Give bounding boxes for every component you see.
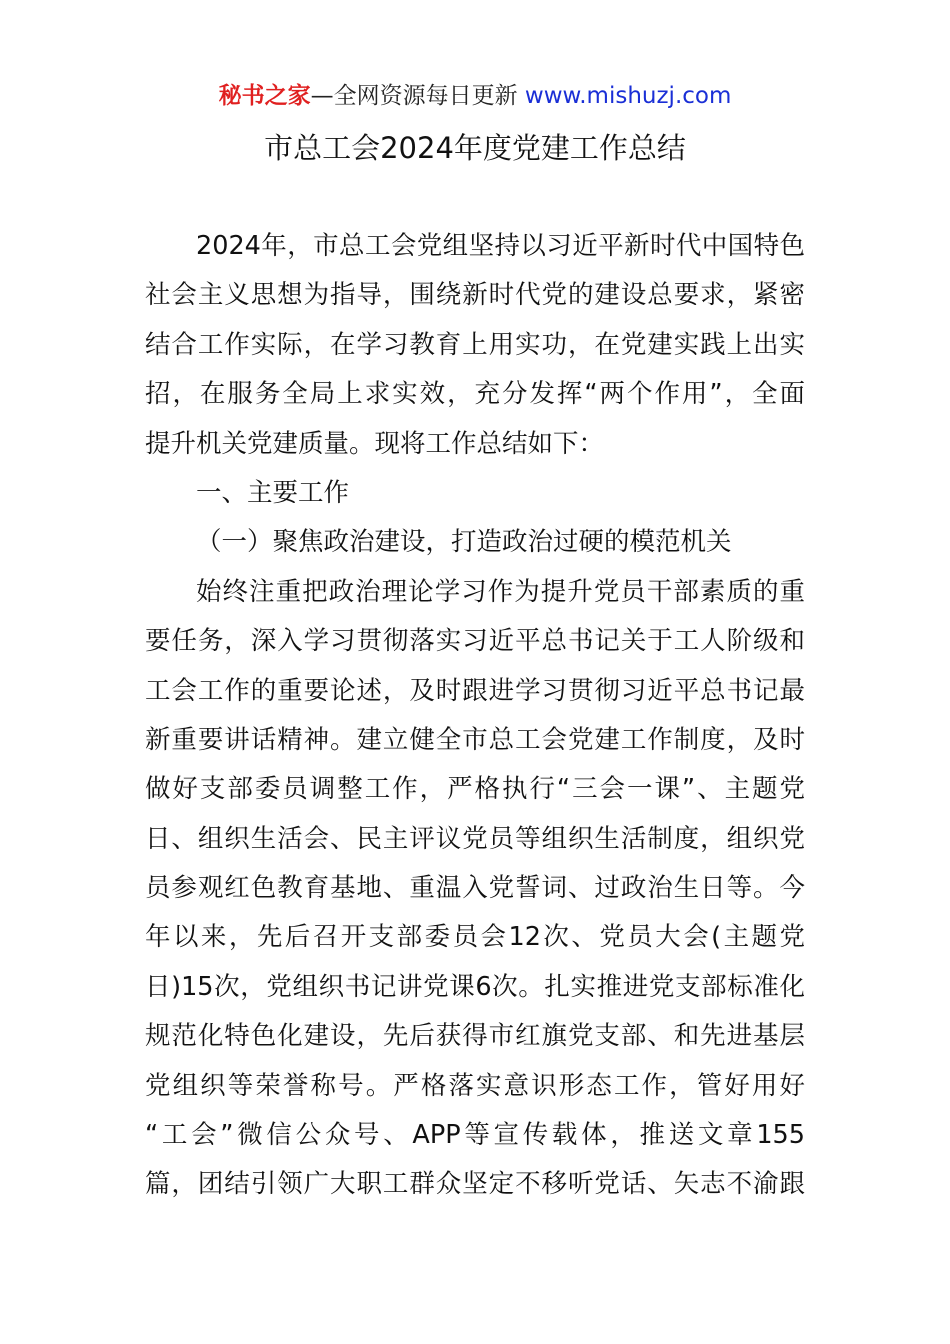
text-line: 做好支部委员调整工作，严格执行“三会一课”、主题党 [145,774,805,805]
text-line: 员参观红色教育基地、重温入党誓词、过政治生日等。今 [145,873,805,904]
text-line: 日、组织生活会、民主评议党员等组织生活制度，组织党 [145,823,805,854]
text-line: 招，在服务全局上求实效，充分发挥“两个作用”，全面 [145,379,805,410]
document-title: 市总工会2024年度党建工作总结 [264,131,686,165]
text-line: 2024年，市总工会党组坚持以习近平新时代中国特色 [196,231,805,261]
text-line: 篇，团结引领广大职工群众坚定不移听党话、矢志不渝跟 [145,1169,805,1200]
text-line: 规范化特色化建设，先后获得市红旗党支部、和先进基层 [145,1021,805,1052]
brand-name: 秘书之家 [218,83,311,109]
text-line: 要任务，深入学习贯彻落实习近平总书记关于工人阶级和 [145,626,805,657]
text-line: 党组织等荣誉称号。严格落实意识形态工作，管好用好 [145,1070,805,1101]
text-line: （一）聚焦政治建设，打造政治过硬的模范机关 [196,527,732,558]
text-line: 提升机关党建质量。现将工作总结如下： [145,428,605,459]
site-banner [0,80,950,112]
text-line: 一、主要工作 [196,477,350,508]
text-line: 社会主义思想为指导，围绕新时代党的建设总要求，紧密 [145,280,805,311]
text-line: 年以来，先后召开支部委员会12次、党员大会(主题党 [145,922,805,953]
banner-tagline: —全网资源每日更新 [310,83,525,109]
site-url[interactable]: www.mishuzj.com [524,83,732,109]
document-body [145,222,805,1210]
text-line: 工会工作的重要论述，及时跟进学习贯彻习近平总书记最 [145,675,805,706]
text-line: 始终注重把政治理论学习作为提升党员干部素质的重 [196,576,805,607]
text-line: 日)15次，党组织书记讲党课6次。扎实推进党支部标准化 [145,971,805,1002]
text-line: 结合工作实际，在学习教育上用实功，在党建实践上出实 [145,329,805,360]
text-line: “工会”微信公众号、APP等宣传载体，推送文章155 [145,1120,805,1151]
text-line: 新重要讲话精神。建立健全市总工会党建工作制度，及时 [145,724,805,755]
